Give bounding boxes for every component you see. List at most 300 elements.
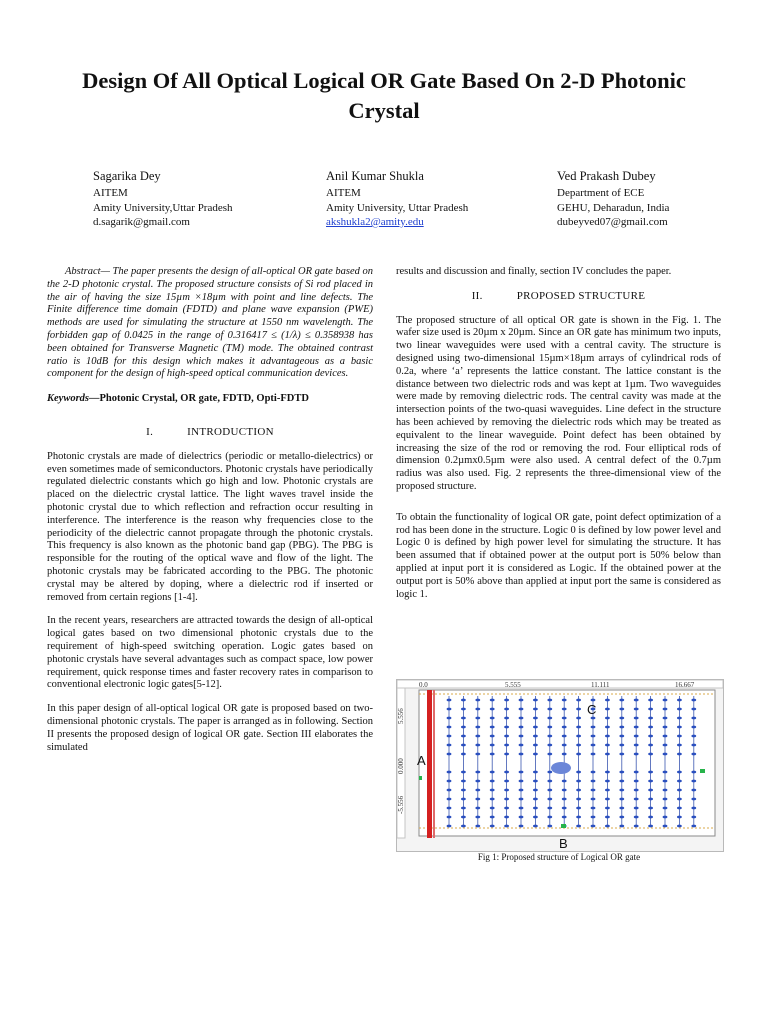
dielectric-rod [576, 816, 581, 819]
dielectric-rod [547, 807, 552, 810]
dielectric-rod [533, 753, 538, 756]
port-label-a: A [417, 753, 426, 768]
dielectric-rod [663, 807, 668, 810]
dielectric-rod [504, 699, 509, 702]
ruler-label: 5.555 [505, 681, 521, 689]
dielectric-rod [504, 771, 509, 774]
dielectric-rod [461, 789, 466, 792]
dielectric-rod [663, 825, 668, 828]
dielectric-rod [691, 726, 696, 729]
dielectric-rod [547, 789, 552, 792]
dielectric-rod [576, 789, 581, 792]
section-title: INTRODUCTION [187, 425, 274, 438]
dielectric-rod [461, 825, 466, 828]
paper-title: Design Of All Optical Logical OR Gate Based On 2-D Photonic Crystal [82, 68, 686, 123]
dielectric-rod [591, 744, 596, 747]
dielectric-rod [547, 780, 552, 783]
dielectric-rod [691, 816, 696, 819]
dielectric-rod [447, 780, 452, 783]
dielectric-rod [677, 789, 682, 792]
dielectric-rod [547, 816, 552, 819]
dielectric-rod [576, 780, 581, 783]
dielectric-rod [504, 735, 509, 738]
dielectric-rod [533, 807, 538, 810]
dielectric-rod [634, 726, 639, 729]
dielectric-rod [619, 717, 624, 720]
section-heading-introduction [47, 426, 373, 439]
dielectric-rod [504, 726, 509, 729]
dielectric-rod [691, 717, 696, 720]
dielectric-rod [461, 699, 466, 702]
dielectric-rod [576, 699, 581, 702]
dielectric-rod [605, 825, 610, 828]
dielectric-rod [547, 735, 552, 738]
dielectric-rod [461, 780, 466, 783]
dielectric-rod [619, 708, 624, 711]
ruler-label: 16.667 [675, 681, 695, 689]
input-source-line-secondary [433, 690, 435, 838]
dielectric-rod [504, 753, 509, 756]
dielectric-rod [648, 780, 653, 783]
dielectric-rod [663, 717, 668, 720]
dielectric-rod [619, 807, 624, 810]
dielectric-rod [490, 807, 495, 810]
dielectric-rod [447, 816, 452, 819]
keywords-list: Photonic Crystal, OR gate, FDTD, Opti-FDTD [99, 393, 309, 405]
dielectric-rod [591, 807, 596, 810]
dielectric-rod [475, 699, 480, 702]
output-monitor-right [700, 769, 705, 773]
dielectric-rod [634, 699, 639, 702]
author-email: d.sagarik@gmail.com [93, 216, 190, 228]
dielectric-rod [562, 816, 567, 819]
dielectric-rod [634, 789, 639, 792]
dielectric-rod [591, 753, 596, 756]
dielectric-rod [447, 825, 452, 828]
dielectric-rod [533, 717, 538, 720]
figure-caption: Fig 1: Proposed structure of Logical OR gate [477, 852, 641, 862]
dielectric-rod [461, 717, 466, 720]
dielectric-rod [634, 825, 639, 828]
dielectric-rod [447, 807, 452, 810]
dielectric-rod [619, 789, 624, 792]
dielectric-rod [634, 807, 639, 810]
dielectric-rod [619, 825, 624, 828]
dielectric-rod [663, 816, 668, 819]
abstract: Abstract— The paper presents the design of all-optical OR gate based on the 2-D photonic crystal. The proposed structure consists of Si rod placed in the air of having the size 15µm ×18µm with point and line defects. The Finite difference time domain (FDTD) and plane wave expansion (PWE) methods are used for simulating the structure at 1550 nm wavelength. The forbidden gap of 0.0425 in the range of 0.316417 ≤ (1/λ) ≤ 0.358938 has been obtained for Transverse Magnetic (TM) mode. The obtained contrast ratio is 10dB for this design which makes it advantageous as a basic component for the design of high-speed optical communication devices. [47, 266, 373, 380]
dielectric-rod [605, 735, 610, 738]
dielectric-rod [447, 717, 452, 720]
dielectric-rod [490, 708, 495, 711]
dielectric-rod [634, 771, 639, 774]
dielectric-rod [576, 825, 581, 828]
dielectric-rod [475, 726, 480, 729]
dielectric-rod [663, 798, 668, 801]
dielectric-rod [547, 825, 552, 828]
dielectric-rod [475, 753, 480, 756]
dielectric-rod [533, 699, 538, 702]
dielectric-rod [447, 699, 452, 702]
intro-paragraph: In the recent years, researchers are attracted towards the design of all-optical logical gates based on two dimensional photonic crystals due to the requirement of high-speed switching operation. Logic gates based on photonic crystals have several advantages such as compact space, low power requirement, quick response times and faster recovery rates in comparison to conventional electronic logic gates[5-12]. [47, 615, 373, 691]
dielectric-rod [591, 717, 596, 720]
dielectric-rod [634, 753, 639, 756]
dielectric-rod [519, 726, 524, 729]
dielectric-rod [576, 807, 581, 810]
author-email-link[interactable]: akshukla2@amity.edu [326, 216, 424, 228]
dielectric-rod [547, 771, 552, 774]
dielectric-rod [547, 744, 552, 747]
dielectric-rod [490, 699, 495, 702]
keywords-label: Keywords— [47, 393, 100, 405]
dielectric-rod [591, 699, 596, 702]
dielectric-rod [663, 735, 668, 738]
dielectric-rod [691, 708, 696, 711]
dielectric-rod [504, 825, 509, 828]
dielectric-rod [533, 825, 538, 828]
intro-paragraph: In this paper design of all-optical logical OR gate is proposed based on two-dimensional photonic crystals. The paper is arranged as in following. Section II presents the proposed design of logical OR gate. Section III elaborates the simulated [47, 703, 373, 753]
dielectric-rod [677, 708, 682, 711]
dielectric-rod [533, 744, 538, 747]
dielectric-rod [490, 717, 495, 720]
intro-paragraph-tail: results and discussion and finally, section IV concludes the paper. [396, 266, 672, 277]
dielectric-rod [461, 726, 466, 729]
author-org: AITEM [326, 187, 361, 199]
dielectric-rod [605, 798, 610, 801]
dielectric-rod [677, 780, 682, 783]
dielectric-rod [504, 807, 509, 810]
author-affiliation: GEHU, Deharadun, India [557, 201, 670, 214]
dielectric-rod [591, 780, 596, 783]
dielectric-rod [591, 771, 596, 774]
figure-1 [396, 679, 724, 852]
dielectric-rod [519, 744, 524, 747]
dielectric-rod [562, 807, 567, 810]
dielectric-rod [490, 816, 495, 819]
dielectric-rod [519, 789, 524, 792]
dielectric-rod [562, 717, 567, 720]
dielectric-rod [519, 798, 524, 801]
dielectric-rod [461, 771, 466, 774]
dielectric-rod [490, 744, 495, 747]
dielectric-rod [677, 744, 682, 747]
dielectric-rod [605, 789, 610, 792]
dielectric-rod [461, 753, 466, 756]
dielectric-rod [533, 789, 538, 792]
dielectric-rod [677, 807, 682, 810]
output-monitor-bottom [561, 824, 566, 828]
dielectric-rod [490, 825, 495, 828]
dielectric-rod [576, 735, 581, 738]
section-heading-proposed-structure [396, 290, 721, 303]
dielectric-rod [605, 717, 610, 720]
dielectric-rod [677, 699, 682, 702]
dielectric-rod [475, 825, 480, 828]
author-org: Department of ECE [557, 187, 645, 199]
dielectric-rod [663, 789, 668, 792]
dielectric-rod [648, 816, 653, 819]
dielectric-rod [504, 717, 509, 720]
dielectric-rod [490, 798, 495, 801]
dielectric-rod [648, 726, 653, 729]
dielectric-rod [619, 753, 624, 756]
dielectric-rod [562, 753, 567, 756]
dielectric-rod [605, 771, 610, 774]
dielectric-rod [619, 735, 624, 738]
dielectric-rod [475, 717, 480, 720]
dielectric-rod [490, 789, 495, 792]
dielectric-rod [562, 798, 567, 801]
dielectric-rod [648, 717, 653, 720]
dielectric-rod [634, 816, 639, 819]
dielectric-rod [605, 744, 610, 747]
dielectric-rod [663, 744, 668, 747]
dielectric-rod [634, 744, 639, 747]
dielectric-rod [605, 726, 610, 729]
dielectric-rod [619, 744, 624, 747]
dielectric-rod [648, 699, 653, 702]
dielectric-rod [634, 798, 639, 801]
dielectric-rod [691, 825, 696, 828]
keywords [47, 393, 373, 406]
author-name: Sagarika Dey [93, 169, 161, 183]
dielectric-rod [533, 816, 538, 819]
dielectric-rod [475, 798, 480, 801]
dielectric-rod [576, 798, 581, 801]
author-block-2 [326, 168, 468, 230]
dielectric-rod [547, 753, 552, 756]
dielectric-rod [691, 780, 696, 783]
dielectric-rod [562, 699, 567, 702]
dielectric-rod [576, 708, 581, 711]
dielectric-rod [648, 708, 653, 711]
dielectric-rod [562, 789, 567, 792]
side-label: -5.556 [397, 795, 405, 814]
dielectric-rod [562, 735, 567, 738]
dielectric-rod [619, 780, 624, 783]
dielectric-rod [533, 771, 538, 774]
dielectric-rod [504, 744, 509, 747]
photonic-crystal-layout [397, 680, 723, 851]
dielectric-rod [648, 771, 653, 774]
dielectric-rod [547, 798, 552, 801]
dielectric-rod [461, 798, 466, 801]
dielectric-rod [576, 744, 581, 747]
dielectric-rod [691, 807, 696, 810]
dielectric-rod [663, 726, 668, 729]
dielectric-rod [519, 771, 524, 774]
dielectric-rod [490, 780, 495, 783]
dielectric-rod [576, 771, 581, 774]
port-label-b: B [559, 836, 568, 851]
dielectric-rod [447, 753, 452, 756]
dielectric-rod [619, 816, 624, 819]
dielectric-rod [591, 789, 596, 792]
dielectric-rod [475, 744, 480, 747]
dielectric-rod [519, 807, 524, 810]
dielectric-rod [648, 753, 653, 756]
dielectric-rod [519, 699, 524, 702]
author-name: Anil Kumar Shukla [326, 169, 424, 183]
dielectric-rod [677, 771, 682, 774]
dielectric-rod [447, 771, 452, 774]
ruler-label: 11.111 [591, 681, 610, 689]
dielectric-rod [504, 798, 509, 801]
dielectric-rod [533, 735, 538, 738]
dielectric-rod [562, 744, 567, 747]
dielectric-rod [576, 726, 581, 729]
dielectric-rod [533, 780, 538, 783]
dielectric-rod [691, 771, 696, 774]
dielectric-rod [519, 735, 524, 738]
dielectric-rod [475, 789, 480, 792]
dielectric-rod [475, 771, 480, 774]
structure-paragraph: The proposed structure of all optical OR gate is shown in the Fig. 1. The wafer size used is 20µm x 20µm. Since an OR gate has minimum two inputs, two linear waveguides were used with a central cavity. The structure is designed using two-dimensional 15µm×18µm arrays of cylindrical rods of 0.2a, where ‘a’ represents the lattice constant. The lattice constant is the distance between two dielectric rods and was kept at 1µm. Two waveguides were made by removing dielectric rods. The central cavity was made at the intersection points of the two-quasi waveguides. Line defect in the structure has been achieved by removing the dielectric rods which may be treated as equivalent to the linear waveguide. Point defect has been obtained by increasing the size of the rod or removing the rod. Four elliptical rods of dimension 0.2µmx0.5µm were also used. A central defect of the 0.7µm radius was also used. Fig. 2 represents the three-dimensional view of the proposed structure. [396, 314, 721, 492]
left-column [47, 266, 373, 765]
dielectric-rod [677, 753, 682, 756]
ruler-label: 0.0 [419, 681, 428, 689]
dielectric-rod [634, 780, 639, 783]
dielectric-rod [634, 717, 639, 720]
dielectric-rod [648, 744, 653, 747]
dielectric-rod [648, 789, 653, 792]
dielectric-rod [619, 771, 624, 774]
dielectric-rod [605, 708, 610, 711]
dielectric-rod [677, 717, 682, 720]
side-label: 5.556 [397, 708, 405, 724]
dielectric-rod [576, 717, 581, 720]
dielectric-rod [461, 744, 466, 747]
dielectric-rod [576, 753, 581, 756]
author-block-3 [557, 168, 669, 230]
dielectric-rod [519, 780, 524, 783]
dielectric-rod [547, 708, 552, 711]
section-title: PROPOSED STRUCTURE [516, 289, 646, 302]
dielectric-rod [691, 789, 696, 792]
right-column [396, 266, 721, 612]
dielectric-rod [677, 816, 682, 819]
dielectric-rod [677, 798, 682, 801]
dielectric-rod [504, 708, 509, 711]
dielectric-rod [663, 771, 668, 774]
dielectric-rod [461, 735, 466, 738]
dielectric-rod [475, 816, 480, 819]
dielectric-rod [663, 753, 668, 756]
dielectric-rod [619, 726, 624, 729]
dielectric-rod [619, 699, 624, 702]
author-affiliation: Amity University, Uttar Pradesh [326, 201, 469, 214]
dielectric-rod [634, 708, 639, 711]
dielectric-rod [475, 708, 480, 711]
section-number: II. [471, 289, 483, 302]
dielectric-rod [447, 726, 452, 729]
dielectric-rod [663, 708, 668, 711]
dielectric-rod [591, 735, 596, 738]
dielectric-rod [562, 780, 567, 783]
dielectric-rod [648, 735, 653, 738]
author-email: dubeyved07@gmail.com [557, 216, 668, 228]
side-label: 0.000 [397, 758, 405, 774]
dielectric-rod [533, 798, 538, 801]
dielectric-rod [490, 771, 495, 774]
dielectric-rod [547, 726, 552, 729]
dielectric-rod [475, 735, 480, 738]
dielectric-rod [591, 726, 596, 729]
dielectric-rod [447, 789, 452, 792]
dielectric-rod [562, 708, 567, 711]
dielectric-rod [677, 735, 682, 738]
dielectric-rod [447, 735, 452, 738]
dielectric-rod [519, 717, 524, 720]
dielectric-rod [547, 717, 552, 720]
dielectric-rod [447, 708, 452, 711]
dielectric-rod [519, 825, 524, 828]
dielectric-rod [547, 699, 552, 702]
dielectric-rod [648, 807, 653, 810]
dielectric-rod [475, 780, 480, 783]
dielectric-rod [461, 807, 466, 810]
dielectric-rod [648, 825, 653, 828]
dielectric-rod [691, 798, 696, 801]
dielectric-rod [490, 735, 495, 738]
central-cavity [551, 762, 571, 774]
dielectric-rod [663, 699, 668, 702]
dielectric-rod [562, 726, 567, 729]
author-name: Ved Prakash Dubey [557, 169, 656, 183]
dielectric-rod [591, 798, 596, 801]
author-org: AITEM [93, 187, 128, 199]
section-number: I. [146, 425, 154, 438]
input-monitor-left [419, 776, 422, 780]
dielectric-rod [591, 825, 596, 828]
port-label-c: C [587, 702, 597, 717]
dielectric-rod [447, 744, 452, 747]
dielectric-rod [634, 735, 639, 738]
dielectric-rod [490, 753, 495, 756]
dielectric-rod [519, 753, 524, 756]
dielectric-rod [461, 708, 466, 711]
intro-paragraph: Photonic crystals are made of dielectrics (periodic or metallo-dielectrics) or even sometimes made of semiconductors. Photonic crystals have periodically regulated dielectric constants which go high and low. Photonic crystals are placed on the dielectric crystal lattice. The light waves travel inside the photonic crystal due to which reflection and refraction occur resulting in interference. The interference is the reason why frequencies close to the periodicity of the dielectric cannot propagate through the photonic crystals. This frequency is also known as the photonic band gap (PBG). The PBG is responsible for the routing of the optical wave and flow of the light. The photonic crystals may be fabricated according to the PBG. The photonic crystal may be altered by doping, where a dielectric rod if inserted or removed from certain regions [1-4]. [47, 450, 373, 603]
dielectric-rod [461, 816, 466, 819]
dielectric-rod [691, 744, 696, 747]
dielectric-rod [691, 753, 696, 756]
dielectric-rod [447, 798, 452, 801]
dielectric-rod [619, 798, 624, 801]
author-affiliation: Amity University,Uttar Pradesh [93, 201, 233, 214]
structure-paragraph: To obtain the functionality of logical OR gate, point defect optimization of a rod has been done in the structure. Logic 0 is defined by low power level and Logic 0 is defined by high power level for simulating the structure. It has been assumed that if obtained power at the output port is 50% below than applied at input port it is considered as Logic. If the obtained power at the output port is 50% above than applied at input port the same is considered as logic 1. [396, 511, 721, 600]
dielectric-rod [519, 708, 524, 711]
dielectric-rod [677, 825, 682, 828]
dielectric-rod [504, 816, 509, 819]
dielectric-rod [490, 726, 495, 729]
dielectric-rod [691, 735, 696, 738]
input-source-line [427, 690, 432, 838]
dielectric-rod [648, 798, 653, 801]
dielectric-rod [605, 699, 610, 702]
author-block-1 [93, 168, 233, 230]
dielectric-rod [605, 753, 610, 756]
dielectric-rod [504, 789, 509, 792]
dielectric-rod [504, 780, 509, 783]
dielectric-rod [591, 816, 596, 819]
dielectric-rod [605, 780, 610, 783]
dielectric-rod [533, 726, 538, 729]
dielectric-rod [605, 807, 610, 810]
dielectric-rod [475, 807, 480, 810]
dielectric-rod [533, 708, 538, 711]
dielectric-rod [519, 816, 524, 819]
dielectric-rod [691, 699, 696, 702]
dielectric-rod [677, 726, 682, 729]
